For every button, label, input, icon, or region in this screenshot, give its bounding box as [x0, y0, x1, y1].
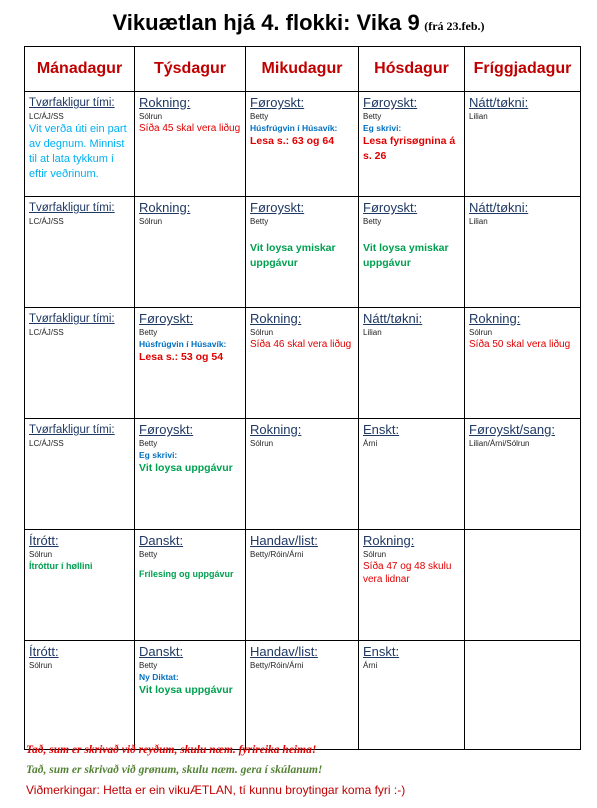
teacher: Lilian — [469, 112, 488, 121]
teacher: Betty — [139, 439, 158, 448]
cell-mon-2 — [25, 197, 135, 308]
subject: Føroyskt: — [363, 200, 418, 215]
cell-tue-3 — [135, 308, 246, 419]
day-tuesday: Týsdagur — [135, 47, 246, 92]
title-date: (frá 23.feb.) — [424, 19, 485, 33]
teacher: Sólrun — [29, 661, 53, 670]
subject: Rokning: — [469, 311, 521, 326]
classwork-task: Vit loysa uppgávur — [139, 684, 233, 696]
cell-mon-3 — [25, 308, 135, 419]
cell-wed-2 — [246, 197, 359, 308]
cell-tue-6 — [135, 641, 246, 750]
teacher: Árni — [363, 439, 378, 448]
subject: Føroyskt: — [250, 95, 305, 110]
subject: Rokning: — [250, 422, 302, 437]
teacher: Sólrun — [139, 112, 163, 121]
classwork-note: Ítróttur í høllini — [29, 561, 93, 571]
subject: Tvørfakligur tími: — [29, 202, 115, 214]
cell-tue-4 — [135, 419, 246, 530]
homework-task: Lesa s.: 53 og 54 — [139, 351, 224, 363]
cell-thu-2 — [359, 197, 465, 308]
day-friday: Fríggjadagur — [465, 47, 581, 92]
subject: Handav/list: — [250, 644, 318, 659]
cell-mon-4 — [25, 419, 135, 530]
teacher: Sólrun — [250, 439, 274, 448]
cell-tue-1 — [135, 92, 246, 197]
cell-mon-6 — [25, 641, 135, 750]
cell-fri-4 — [465, 419, 581, 530]
book-title: Ny Diktat: — [139, 672, 179, 682]
teacher: Lilian — [469, 217, 488, 226]
teacher: Betty — [139, 661, 158, 670]
book-title: Húsfrúgvin í Húsavík: — [250, 123, 338, 133]
period-row-2 — [25, 197, 581, 308]
subject: Føroyskt: — [363, 95, 418, 110]
classwork-task: Vit loysa ymiskar uppgávur — [250, 242, 336, 269]
teacher: Betty/Róin/Árni — [250, 550, 304, 559]
cell-mon-5 — [25, 530, 135, 641]
period-row-5 — [25, 530, 581, 641]
book-title: Eg skrivi: — [363, 123, 402, 133]
cell-thu-5 — [359, 530, 465, 641]
teacher: LC/ÁJ/SS — [29, 217, 64, 226]
subject: Nátt/tøkni: — [363, 311, 423, 326]
subject: Føroyskt: — [139, 311, 194, 326]
cell-wed-6 — [246, 641, 359, 750]
cell-wed-5 — [246, 530, 359, 641]
teacher: Betty — [363, 112, 382, 121]
subject: Føroyskt/sang: — [469, 422, 555, 437]
book-title: Húsfrúgvin í Húsavík: — [139, 339, 227, 349]
teacher: LC/ÁJ/SS — [29, 112, 64, 121]
teacher: Betty — [250, 217, 269, 226]
subject: Nátt/tøkni: — [469, 200, 529, 215]
subject: Rokning: — [363, 533, 415, 548]
day-monday: Mánadagur — [25, 47, 135, 92]
subject: Rokning: — [139, 95, 191, 110]
cell-wed-4 — [246, 419, 359, 530]
subject: Nátt/tøkni: — [469, 95, 529, 110]
classwork-task: Vit loysa uppgávur — [139, 462, 233, 474]
cell-tue-2 — [135, 197, 246, 308]
remark-note: Viðmerkingar: Hetta er ein vikuÆTLAN, tí kunnu broytingar koma fyri :-) — [26, 783, 406, 797]
subject: Enskt: — [363, 422, 400, 437]
homework-task: Lesa s.: 63 og 64 — [250, 135, 335, 147]
subject: Enskt: — [363, 644, 400, 659]
teacher: Betty — [250, 112, 269, 121]
subject: Handav/list: — [250, 533, 318, 548]
cell-thu-4 — [359, 419, 465, 530]
subject: Danskt: — [139, 644, 184, 659]
period-row-3 — [25, 308, 581, 419]
teacher: Sólrun — [363, 550, 387, 559]
subject: Danskt: — [139, 533, 184, 548]
teacher: Sólrun — [139, 217, 163, 226]
teacher: Sólrun — [250, 328, 274, 337]
page-title — [0, 10, 597, 36]
cell-wed-1 — [246, 92, 359, 197]
day-thursday: Hósdagur — [359, 47, 465, 92]
period-row-4 — [25, 419, 581, 530]
cell-mon-1 — [25, 92, 135, 197]
homework-task: Lesa fyrisøgnina á s. 26 — [363, 135, 456, 162]
cell-fri-6 — [465, 641, 581, 750]
book-title: Eg skrivi: — [139, 450, 178, 460]
teacher: LC/ÁJ/SS — [29, 439, 64, 448]
cell-tue-5 — [135, 530, 246, 641]
teacher: Betty — [363, 217, 382, 226]
schedule-table — [24, 46, 581, 750]
teacher: Lilian — [363, 328, 382, 337]
period-row-1 — [25, 92, 581, 197]
classwork-legend: Tað, sum er skrivað við grønum, skulu næm. gera í skúlanum! — [26, 764, 323, 776]
cell-fri-2 — [465, 197, 581, 308]
info-note: Vit verða úti ein part av degnum. Minnist til at lata tykkum í eftir veðrinum. — [29, 123, 127, 180]
classwork-task: Frílesing og uppgávur — [139, 569, 234, 579]
subject: Tvørfakligur tími: — [29, 313, 115, 325]
teacher: LC/ÁJ/SS — [29, 328, 64, 337]
subject: Tvørfakligur tími: — [29, 97, 115, 109]
teacher: Betty — [139, 550, 158, 559]
teacher: Sólrun — [469, 328, 493, 337]
homework-note: Síða 47 og 48 skulu vera lidnar — [363, 561, 452, 585]
subject: Føroyskt: — [139, 422, 194, 437]
homework-note: Síða 50 skal vera liðug — [469, 339, 571, 350]
subject: Føroyskt: — [250, 200, 305, 215]
subject: Rokning: — [250, 311, 302, 326]
teacher: Árni — [363, 661, 378, 670]
cell-wed-3 — [246, 308, 359, 419]
homework-note: Síða 46 skal vera liðug — [250, 339, 352, 350]
cell-thu-1 — [359, 92, 465, 197]
subject: Tvørfakligur tími: — [29, 424, 115, 436]
day-wednesday: Mikudagur — [246, 47, 359, 92]
cell-fri-5 — [465, 530, 581, 641]
teacher: Sólrun — [29, 550, 53, 559]
teacher: Betty/Róin/Árni — [250, 661, 304, 670]
subject: Ítrótt: — [29, 533, 59, 548]
day-header-row — [25, 47, 581, 92]
cell-fri-3 — [465, 308, 581, 419]
classwork-task: Vit loysa ymiskar uppgávur — [363, 242, 449, 269]
homework-legend: Tað, sum er skrivað við reyðum, skulu næm. fyrireika heima! — [26, 744, 317, 756]
teacher: Betty — [139, 328, 158, 337]
cell-fri-1 — [465, 92, 581, 197]
cell-thu-3 — [359, 308, 465, 419]
title-text: Vikuætlan hjá 4. flokki: Vika 9 — [112, 10, 420, 35]
homework-note: Síða 45 skal vera liðug — [139, 123, 241, 134]
cell-thu-6 — [359, 641, 465, 750]
subject: Ítrótt: — [29, 644, 59, 659]
subject: Rokning: — [139, 200, 191, 215]
teacher: Lilian/Árni/Sólrun — [469, 439, 530, 448]
period-row-6 — [25, 641, 581, 750]
